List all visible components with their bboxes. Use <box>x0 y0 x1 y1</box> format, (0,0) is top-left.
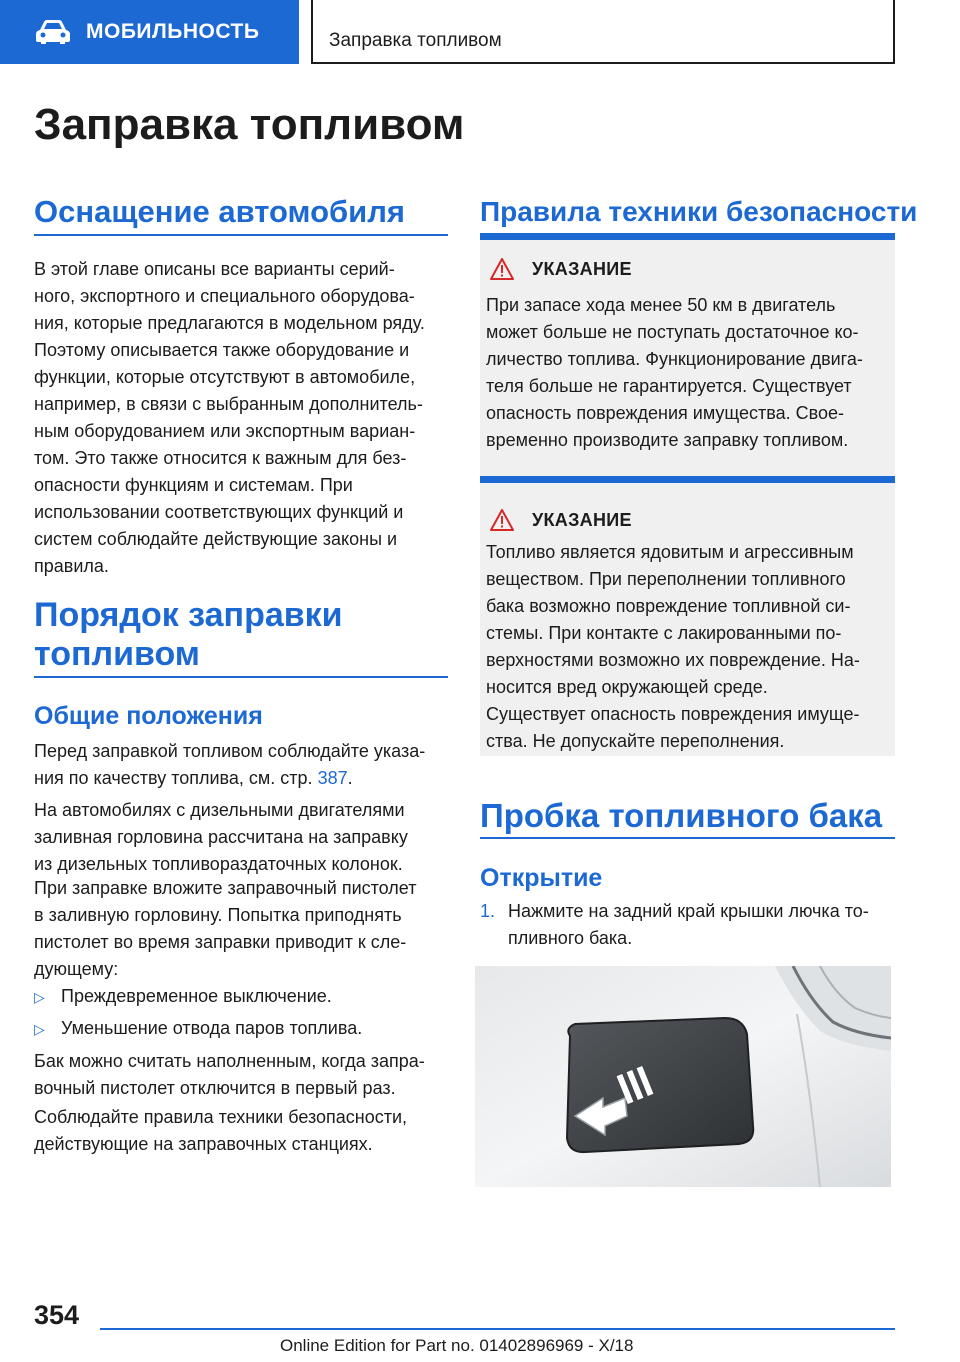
list-item-text: Уменьшение отвода паров топлива. <box>61 1018 363 1038</box>
step-text-line: пливного бака. <box>508 928 633 948</box>
paragraph-line: из дизельных топливораздаточных колонок. <box>34 854 403 874</box>
note-line: носится вред окружающей среде. <box>486 677 768 697</box>
chapter-title: Заправка топливом <box>311 0 895 64</box>
paragraph-line: заливная горловина рассчитана на заправку <box>34 827 408 847</box>
list-item <box>34 983 332 1011</box>
note-header <box>490 258 632 280</box>
page-reference-link[interactable]: 387 <box>317 768 348 788</box>
section-label: МОБИЛЬНОСТЬ <box>86 20 260 43</box>
note-header <box>490 509 632 531</box>
note-line: верхностями возможно их повреждение. На- <box>486 650 860 670</box>
step-text <box>508 898 869 952</box>
paragraph-line: правила. <box>34 556 109 576</box>
note-line: временно производите заправку топливом. <box>486 430 849 450</box>
paragraph-line: пистолет во время заправки приводит к сле- <box>34 932 407 952</box>
fuel-flap-photo <box>475 966 891 1187</box>
paragraph-line: например, в связи с выбранным дополнитель- <box>34 394 423 414</box>
paragraph-line: дующему: <box>34 959 119 979</box>
page-title: Заправка топливом <box>34 100 465 149</box>
paragraph-line: Перед заправкой топливом соблюдайте указа- <box>34 741 426 761</box>
note-label: УКАЗАНИЕ <box>532 509 632 530</box>
car-icon <box>34 19 72 45</box>
paragraph-line: ным оборудованием или экспортным вариан- <box>34 421 416 441</box>
heading-safety: Правила техники безопасности <box>480 196 918 227</box>
note-line: При запасе хода менее 50 км в двигатель <box>486 295 836 315</box>
triangle-bullet-icon: ▷ <box>34 1021 45 1037</box>
paragraph-line: Поэтому описывается также оборудование и <box>34 340 410 360</box>
paragraph-text: ния по качеству топлива, см. стр. <box>34 768 318 788</box>
warning-note-range <box>480 233 895 476</box>
list-item <box>34 1015 362 1043</box>
warning-note-fuel <box>480 476 895 756</box>
step-item <box>480 898 869 952</box>
step-number: 1. <box>480 901 496 921</box>
note-line: может больше не поступать достаточное ко- <box>486 322 859 342</box>
note-line: стемы. При контакте с лакированными по- <box>486 623 842 643</box>
heading-opening: Открытие <box>480 864 603 892</box>
heading-equipment: Оснащение автомобиля <box>34 194 405 229</box>
paragraph-line: использовании соответствующих функций и <box>34 502 404 522</box>
heading-fuel-cap: Пробка топливного бака <box>480 797 883 834</box>
note-line: опасность повреждения имущества. Свое- <box>486 403 845 423</box>
paragraph-line: том. Это также относится к важным для без- <box>34 448 407 468</box>
note-line: бака возможно повреждение топливной си- <box>486 596 851 616</box>
note-line: веществом. При переполнении топливного <box>486 569 846 589</box>
note-line: ства. Не допускайте переполнения. <box>486 731 785 751</box>
section-tab[interactable] <box>0 0 299 64</box>
paragraph-line: вочный пистолет отключится в первый раз. <box>34 1078 396 1098</box>
paragraph-line: При заправке вложите заправочный пистолет <box>34 878 417 898</box>
heading-procedure-line2: топливом <box>34 635 200 673</box>
warning-triangle-icon <box>490 258 514 280</box>
note-line: личество топлива. Функционирование двига- <box>486 349 863 369</box>
footer-divider <box>100 1328 895 1330</box>
paragraph-line: В этой главе описаны все варианты серий- <box>34 259 395 279</box>
paragraph-line: На автомобилях с дизельными двигателями <box>34 800 405 820</box>
paragraph-line: ного, экспортного и специального оборудова- <box>34 286 415 306</box>
heading-divider <box>34 234 448 236</box>
triangle-bullet-icon: ▷ <box>34 989 45 1005</box>
paragraph-line <box>34 765 353 792</box>
heading-procedure-line1: Порядок заправки <box>34 596 343 634</box>
list-item-text: Преждевременное выключение. <box>61 986 332 1006</box>
note-label: УКАЗАНИЕ <box>532 258 632 279</box>
heading-divider <box>480 837 895 839</box>
warning-triangle-icon <box>490 509 514 531</box>
note-line: Существует опасность повреждения имуще- <box>486 704 860 724</box>
note-line: теля больше не гарантируется. Существует <box>486 376 852 396</box>
note-line: Топливо является ядовитым и агрессивным <box>486 542 854 562</box>
paragraph-line: функции, которые отсутствуют в автомобиле, <box>34 367 416 387</box>
edition-text: Online Edition for Part no. 01402896969 - X/18 <box>280 1336 634 1355</box>
page-number: 354 <box>34 1300 80 1330</box>
fuel-flap-illustration <box>475 966 891 1187</box>
heading-general: Общие положения <box>34 702 263 730</box>
paragraph-line: систем соблюдайте действующие законы и <box>34 529 398 549</box>
heading-divider <box>34 676 448 678</box>
paragraph-line: в заливную горловину. Попытка приподнять <box>34 905 402 925</box>
paragraph-line: ния, которые предлагаются в модельном ряду. <box>34 313 425 333</box>
step-text-line: Нажмите на задний край крышки лючка то- <box>508 901 869 921</box>
paragraph-line: Бак можно считать наполненным, когда запра- <box>34 1051 425 1071</box>
paragraph-line: действующие на заправочных станциях. <box>34 1134 373 1154</box>
paragraph-text: . <box>347 768 353 788</box>
paragraph-line: опасности функциям и системам. При <box>34 475 353 495</box>
paragraph-line: Соблюдайте правила техники безопасности, <box>34 1107 408 1127</box>
